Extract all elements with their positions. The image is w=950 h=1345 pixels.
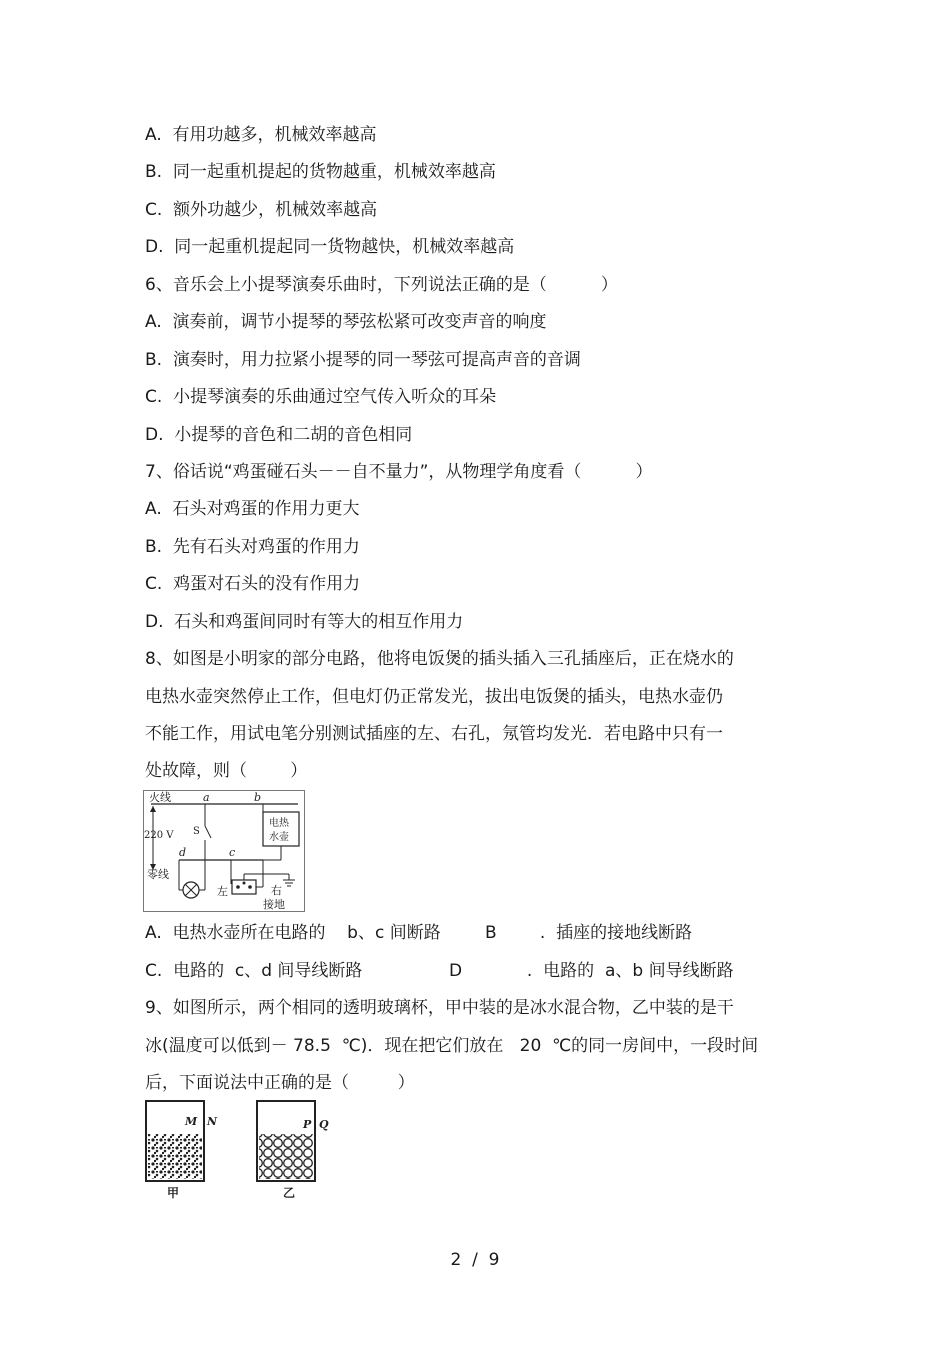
q7-option-b: B. 先有石头对鸡蛋的作用力 [145, 537, 360, 557]
cup-a [146, 1101, 218, 1200]
q5-option-a: A. 有用功越多，机械效率越高 [145, 125, 377, 145]
label-m: M [185, 1115, 198, 1128]
q6-option-c: C. 小提琴演奏的乐曲通过空气传入听众的耳朵 [145, 387, 497, 407]
kettle-label-line2: 水壶 [269, 832, 289, 843]
node-b-label: b [254, 791, 262, 804]
kettle-label-line1: 电热 [269, 818, 289, 829]
q8-options-row1-right: B . 插座的接地线断路 [485, 923, 693, 943]
node-c-label: c [229, 846, 236, 859]
q9-stem-line-3: 后，下面说法中正确的是（ ） [145, 1073, 415, 1093]
q5-option-c: C. 额外功越少，机械效率越高 [145, 200, 378, 220]
cup-b [257, 1101, 329, 1200]
q7-stem: 7、俗话说“鸡蛋碰石头－－自不量力”，从物理学角度看（ ） [145, 462, 653, 482]
cups-figure [143, 1098, 338, 1202]
q8-stem-line-1: 8、如图是小明家的部分电路，他将电饭煲的插头插入三孔插座后，正在烧水的 [145, 649, 734, 669]
q8-options-row2-right: D . 电路的 a、b 间导线断路 [449, 961, 734, 981]
neutral-wire-label: 零线 [147, 868, 169, 881]
switch-label: S [193, 826, 200, 837]
q8-options-row2-left: C. 电路的 c、d 间导线断路 [145, 961, 363, 981]
cup-a-label: 甲 [167, 1186, 180, 1200]
q7-option-d: D. 石头和鸡蛋间同时有等大的相互作用力 [145, 612, 464, 632]
cup-b-label: 乙 [283, 1186, 296, 1200]
q8-stem-line-2: 电热水壶突然停止工作，但电灯仍正常发光，拔出电饭煲的插头，电热水壶仍 [145, 687, 723, 707]
q6-option-d: D. 小提琴的音色和二胡的音色相同 [145, 425, 413, 445]
circuit-diagram [143, 790, 305, 912]
q9-stem-line-2: 冰(温度可以低到－ 78.5 ℃)．现在把它们放在 20 ℃的同一房间中，一段时间 [145, 1036, 759, 1056]
label-n: N [207, 1115, 218, 1128]
q7-option-a: A. 石头对鸡蛋的作用力更大 [145, 499, 360, 519]
voltage-label: 220 V [144, 830, 174, 841]
q9-stem-line-1: 9、如图所示，两个相同的透明玻璃杯，甲中装的是冰水混合物，乙中装的是干 [145, 998, 734, 1018]
q5-option-b: B. 同一起重机提起的货物越重，机械效率越高 [145, 162, 496, 182]
socket-right-label: 右 [271, 884, 282, 897]
label-p: P [303, 1118, 312, 1131]
page-number: 2 / 9 [450, 1250, 500, 1270]
q6-stem: 6、音乐会上小提琴演奏乐曲时，下列说法正确的是（ ） [145, 275, 618, 295]
q8-options-row1-left: A. 电热水壶所在电路的 b、c 间断路 [145, 923, 441, 943]
live-wire-label: 火线 [149, 791, 171, 804]
q8-stem-line-3: 不能工作，用试电笔分别测试插座的左、右孔，氖管均发光．若电路中只有一 [145, 724, 723, 744]
q7-option-c: C. 鸡蛋对石头的没有作用力 [145, 574, 361, 594]
socket-left-label: 左 [217, 885, 228, 898]
node-a-label: a [203, 791, 210, 804]
label-q: Q [319, 1118, 329, 1131]
node-d-label: d [179, 846, 187, 859]
q8-stem-line-4: 处故障，则（ ） [145, 761, 308, 781]
ground-label: 接地 [263, 898, 285, 911]
q6-option-a: A. 演奏前，调节小提琴的琴弦松紧可改变声音的响度 [145, 312, 547, 332]
q6-option-b: B. 演奏时，用力拉紧小提琴的同一琴弦可提高声音的音调 [145, 350, 581, 370]
q5-option-d: D. 同一起重机提起同一货物越快，机械效率越高 [145, 237, 515, 257]
